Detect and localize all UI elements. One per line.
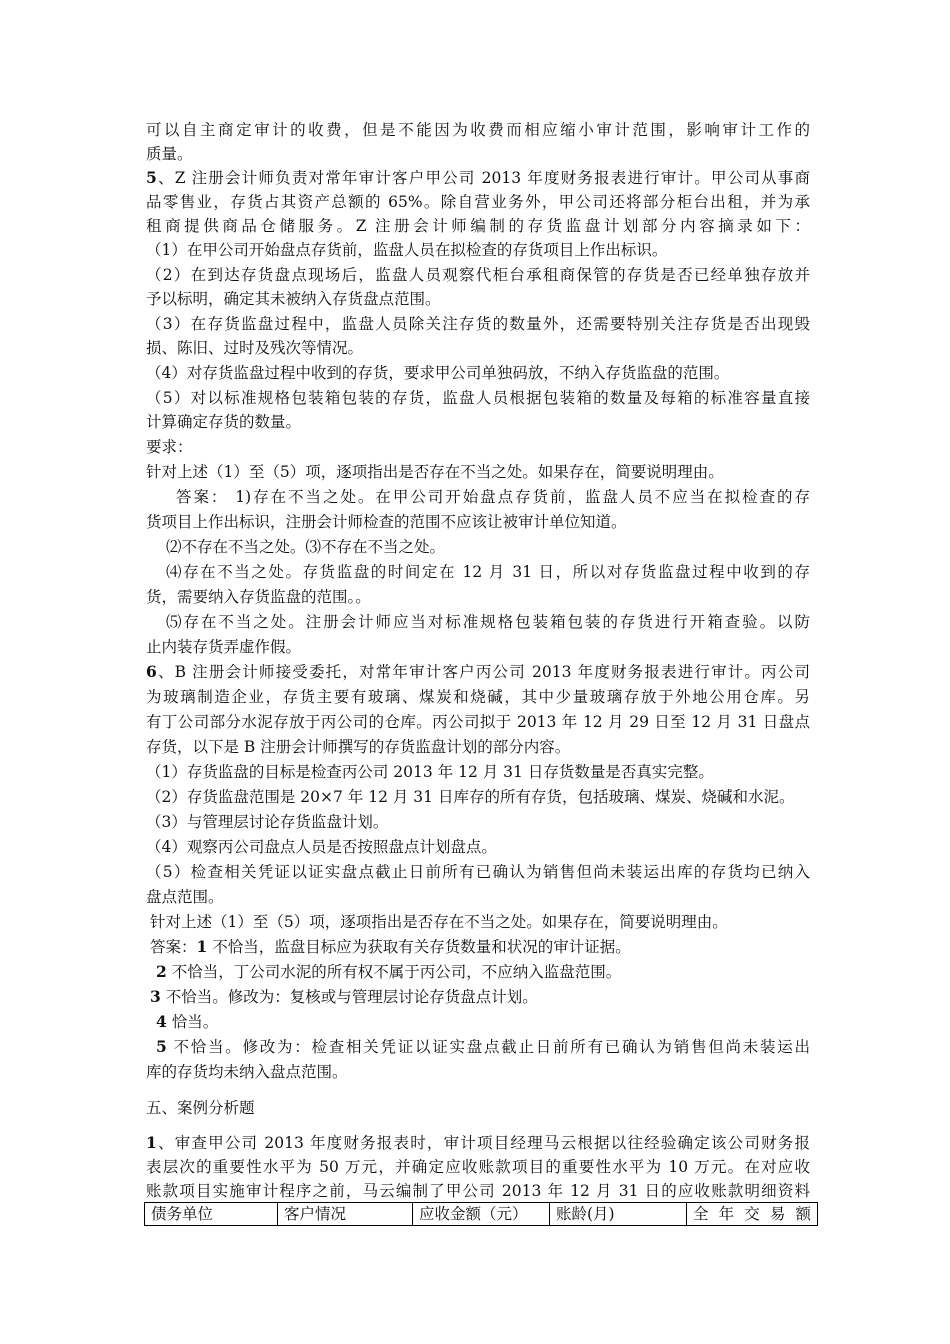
text-line: 账款项目实施审计程序之前，马云编制了甲公司 2013 年 12 月 31 日的应收账款明细资料 <box>146 1182 810 1200</box>
case-1-heading: 1、审查甲公司 2013 年度财务报表时，审计项目经理马云根据以往经验确定该公司财务报 <box>146 1133 810 1152</box>
list-item: （3）在存货监盘过程中，监盘人员除关注存货的数量外，还需要特别关注存货是否出现毁 <box>146 315 810 333</box>
list-item: （2）存货监盘范围是 20×7 年 12 月 31 日库存的所有存货，包括玻璃、煤炭、烧碱和水泥。 <box>146 788 795 806</box>
column-header: 应收金额（元） <box>413 1203 550 1226</box>
text-line: 品零售业，存货占其资产总额的 65%。除自营业务外，甲公司还将部分柜台出租，并为承 <box>146 193 810 211</box>
question-5-heading: 5、Z 注册会计师负责对常年审计客户甲公司 2013 年度财务报表进行审计。甲公司从事商 <box>146 168 810 187</box>
answer-line: 3 不恰当。修改为：复核或与管理层讨论存货盘点计划。 <box>150 987 538 1006</box>
answer-line: 4 恰当。 <box>156 1012 219 1031</box>
answer-line: ⑷存在不当之处。存货监盘的时间定在 12 月 31 日，所以对存货监盘过程中收到的存 <box>166 563 810 581</box>
answer-line: ⑸存在不当之处。注册会计师应当对标准规格包装箱包装的存货进行开箱查验。以防 <box>166 613 810 631</box>
answer-line: 答案：1 不恰当，监盘目标应为获取有关存货数量和状况的审计证据。 <box>150 937 631 956</box>
text-line: 予以标明，确定其未被纳入存货盘点范围。 <box>146 290 441 308</box>
receivables-detail-table <box>144 1202 818 1226</box>
text-line: 针对上述（1）至（5）项，逐项指出是否存在不当之处。如果存在，简要说明理由。 <box>146 463 724 481</box>
column-header: 客户情况 <box>278 1203 413 1226</box>
list-item: （4）对存货监盘过程中收到的存货，要求甲公司单独码放，不纳入存货监盘的范围。 <box>146 364 730 382</box>
text-line: 库的存货均未纳入盘点范围。 <box>146 1063 348 1081</box>
text-line: 止内装存货弄虚作假。 <box>146 638 302 656</box>
column-header: 账龄(月) <box>550 1203 687 1226</box>
text-line: 针对上述（1）至（5）项，逐项指出是否存在不当之处。如果存在，简要说明理由。 <box>150 913 728 931</box>
text-line: 货，需要纳入存货监盘的范围。。 <box>146 588 371 606</box>
column-header: 债务单位 <box>145 1203 278 1226</box>
question-6-heading: 6、B 注册会计师接受委托，对常年审计客户丙公司 2013 年度财务报表进行审计。丙公司 <box>146 662 810 681</box>
list-item: （5）检查相关凭证以证实盘点截止日前所有已确认为销售但尚未装运出库的存货均已纳入 <box>146 863 810 881</box>
text-line: 有丁公司部分水泥存放于丙公司的仓库。丙公司拟于 2013 年 12 月 29 日至 12 月 31 日盘点 <box>146 713 810 731</box>
text-line: 存货，以下是 B 注册会计师撰写的存货监盘计划的部分内容。 <box>146 738 571 756</box>
text-line: 损、陈旧、过时及残次等情况。 <box>146 339 364 357</box>
text-line: 质量。 <box>146 145 193 163</box>
list-item: （2）在到达存货盘点现场后，监盘人员观察代柜台承租商保管的存货是否已经单独存放并 <box>146 266 810 284</box>
text-line: 计算确定存货的数量。 <box>146 413 302 431</box>
section-heading: 五、案例分析题 <box>146 1099 255 1117</box>
table-header-row <box>145 1203 818 1226</box>
list-item: （4）观察丙公司盘点人员是否按照盘点计划盘点。 <box>146 838 497 856</box>
list-item: （1）存货监盘的目标是检查丙公司 2013 年 12 月 31 日存货数量是否真实完整。 <box>146 763 714 781</box>
list-item: （5）对以标准规格包装箱包装的存货，监盘人员根据包装箱的数量及每箱的标准容量直接 <box>146 389 810 407</box>
text-line: 为玻璃制造企业，存货主要有玻璃、煤炭和烧碱，其中少量玻璃存放于外地公用仓库。另 <box>146 688 810 706</box>
text-line: 租商提供商品仓储服务。Z 注册会计师编制的存货监盘计划部分内容摘录如下： <box>146 217 810 235</box>
answer-line: 5 不恰当。修改为：检查相关凭证以证实盘点截止日前所有已确认为销售但尚未装运出 <box>156 1037 810 1056</box>
requirement-label: 要求： <box>146 438 193 456</box>
answer-line: ⑵不存在不当之处。⑶不存在不当之处。 <box>166 538 446 556</box>
answer-line: 2 不恰当，丁公司水泥的所有权不属于丙公司，不应纳入监盘范围。 <box>156 962 622 981</box>
list-item: （3）与管理层讨论存货监盘计划。 <box>146 813 389 831</box>
column-header: 全 年 交 易 额 <box>687 1203 818 1226</box>
text-line: 表层次的重要性水平为 50 万元，并确定应收账款项目的重要性水平为 10 万元。在对应收 <box>146 1158 810 1176</box>
list-item: （1）在甲公司开始盘点存货前，监盘人员在拟检查的存货项目上作出标识。 <box>146 241 668 259</box>
text-line: 盘点范围。 <box>146 888 224 906</box>
text-line: 可以自主商定审计的收费，但是不能因为收费而相应缩小审计范围，影响审计工作的 <box>146 121 810 139</box>
answer-line: 答案： 1)存在不当之处。在甲公司开始盘点存货前，监盘人员不应当在拟检查的存 <box>176 488 810 506</box>
text-line: 货项目上作出标识，注册会计师检查的范围不应该让被审计单位知道。 <box>146 513 627 531</box>
